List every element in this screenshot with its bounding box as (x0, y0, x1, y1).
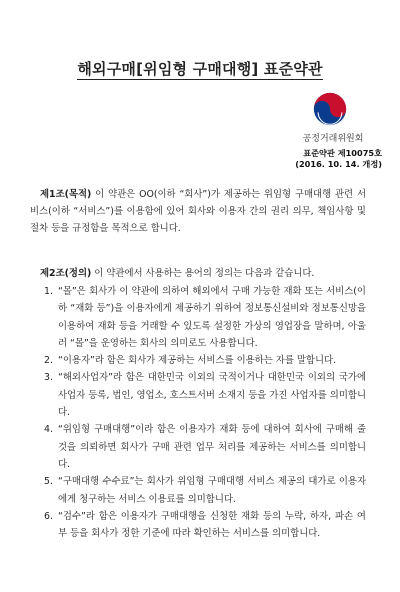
item-text: “몰”은 회사가 이 약관에 의하여 해외에서 구매 가능한 재화 또는 서비스(이하 “재화 등”)을 이용자에게 제공하기 위하여 정보통신설비와 정보통신망을 이용하여 재화 등을 거래할 수 있도록 설정한 가상의 영업장을 말하며, 아울러 “몰”을 운영하는 회사의 의미로도 사용합니다. (58, 286, 366, 349)
item-number: 3. (44, 372, 53, 384)
item-text: “검수”라 함은 이용자가 구매대행을 신청한 재화 등의 누락, 하자, 파손 여부 등을 회사가 정한 기준에 따라 확인하는 서비스를 의미합니다. (58, 510, 366, 540)
item-text: “이용자”라 함은 회사가 제공하는 서비스를 이용하는 자를 말합니다. (58, 355, 337, 367)
article-2 (30, 265, 366, 282)
list-item (30, 369, 366, 421)
item-number: 4. (44, 424, 53, 436)
item-number: 2. (44, 355, 53, 367)
article-1 (30, 186, 366, 237)
title-text: 해외구매[위임형 구매대행] 표준약관 (77, 60, 323, 78)
item-number: 6. (44, 510, 53, 522)
standard-number: 표준약관 제10075호 (303, 148, 382, 158)
article-2-heading: 제2조(정의) (40, 268, 92, 279)
list-item (30, 508, 366, 543)
article-1-heading: 제1조(목적) (40, 189, 92, 200)
item-text: “구매대행 수수료”는 회사가 위임형 구매대행 서비스 제공의 대가로 이용자에게 청구하는 서비스 이용료를 의미합니다. (58, 476, 366, 505)
list-item (30, 473, 366, 508)
organization-name: 공정거래위원회 (302, 134, 364, 144)
item-number: 1. (44, 286, 53, 297)
list-item (30, 421, 366, 473)
item-text: “해외사업자”라 함은 대한민국 이외의 국적이거나 대한민국 이외의 국가에 사업자 등록, 법인, 영업소, 호스트서버 소재지 등을 가진 사업자를 의미합니다. (58, 372, 366, 419)
article-1-text: 이 약관은 OO(이하 “회사”)가 제공하는 위임형 구매대행 관련 서비스(이하 “서비스”)를 이용함에 있어 회사와 이용자 간의 권리 의무, 책임사항 및 절차 등을 규정함을 목적으로 합니다. (30, 189, 366, 234)
list-item (30, 283, 366, 352)
item-number: 5. (44, 476, 53, 488)
item-text: “위임형 구매대행”이라 함은 이용자가 재화 등에 대하여 회사에 구매해 줄 것을 의뢰하면 회사가 구매 관련 업무 처리를 제공하는 서비스를 의미합니다. (58, 424, 366, 470)
standard-info (282, 148, 382, 169)
article-2-intro: 이 약관에서 사용하는 용어의 정의는 다음과 같습니다. (91, 268, 315, 279)
list-item (30, 352, 366, 369)
definition-list (30, 283, 366, 542)
government-emblem-icon (313, 92, 347, 126)
page-title (0, 58, 400, 79)
revision-date: (2016. 10. 14. 개정) (295, 158, 382, 169)
